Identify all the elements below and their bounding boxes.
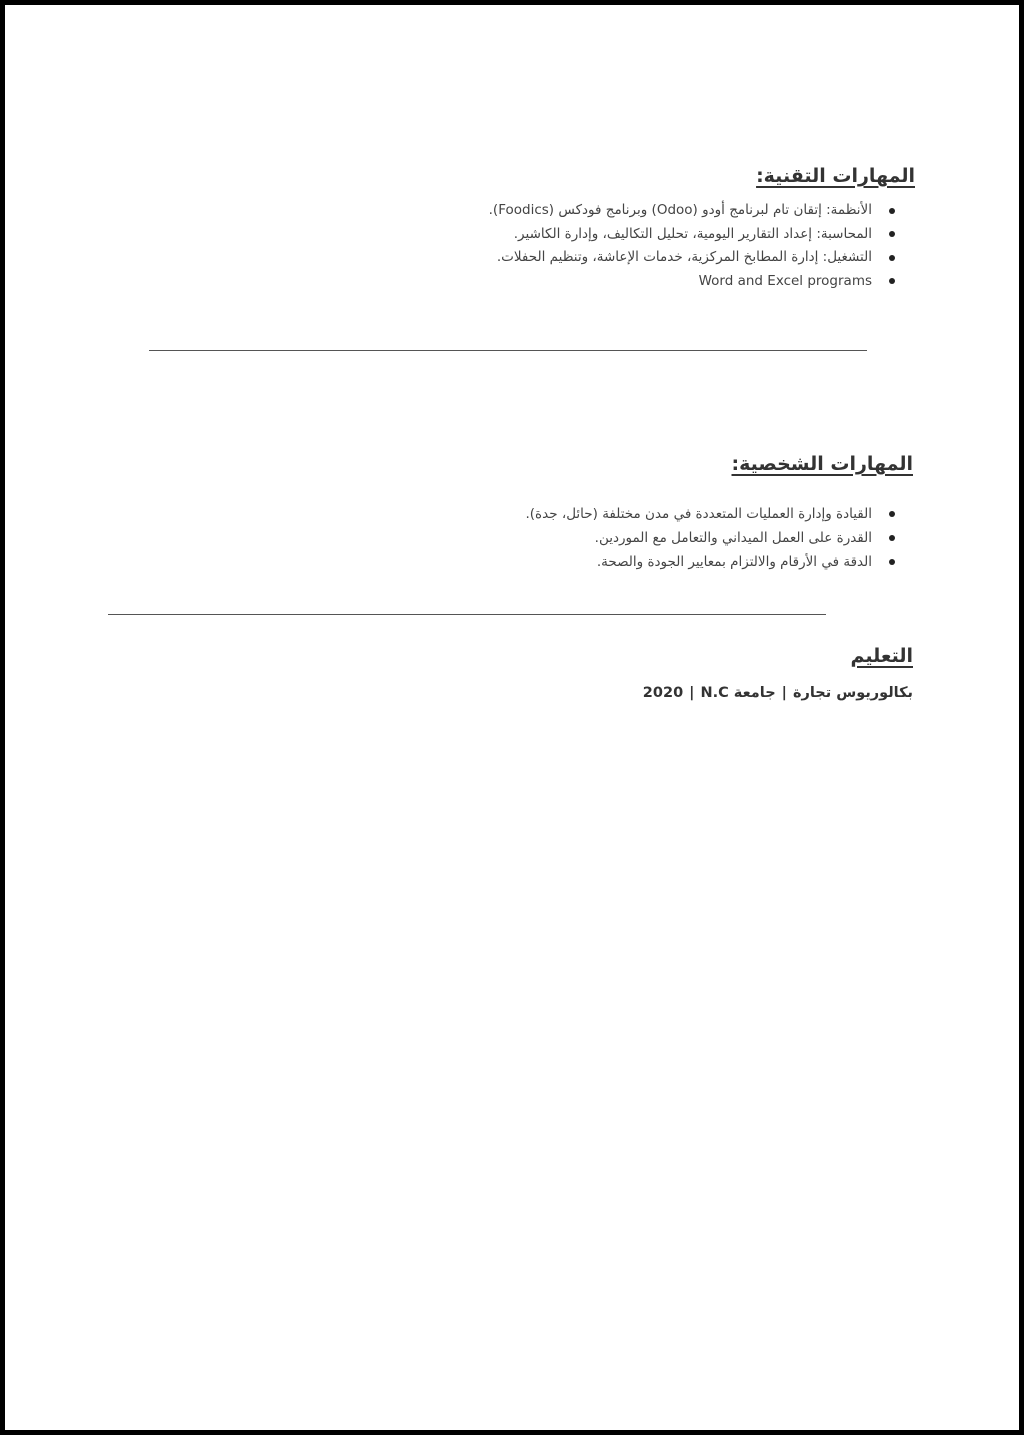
personal-skills-list [525, 502, 895, 574]
university-text: جامعة N.C [700, 685, 776, 701]
personal-skill-text: القدرة على العمل الميداني والتعامل مع الموردين. [594, 530, 872, 546]
bullet-icon [889, 255, 895, 261]
degree-text: بكالوريوس تجارة [792, 685, 913, 701]
list-item [489, 270, 895, 294]
list-item [489, 223, 895, 247]
separator: | [689, 685, 695, 701]
bullet-icon [889, 278, 895, 284]
technical-skill-text: الأنظمة: إتقان تام لبرنامج أودو (Odoo) وبرنامج فودكس (Foodics). [488, 202, 872, 218]
personal-skill-text: الدقة في الأرقام والالتزام بمعايير الجودة والصحة. [596, 554, 872, 570]
section-divider [149, 350, 867, 351]
separator: | [781, 685, 787, 701]
technical-skill-text: Word and Excel programs [698, 272, 872, 289]
list-item [525, 502, 895, 526]
list-item [525, 550, 895, 574]
bullet-icon [889, 535, 895, 541]
bullet-icon [889, 511, 895, 517]
technical-skill-text: المحاسبة: إعداد التقارير اليومية، تحليل التكاليف، وإدارة الكاشير. [513, 225, 872, 242]
bullet-icon [889, 208, 895, 214]
personal-skills-title: المهارات الشخصية: [731, 453, 913, 475]
education-title: التعليم [850, 645, 913, 667]
education-entry [643, 685, 913, 701]
bullet-icon [889, 231, 895, 237]
technical-skills-list [489, 199, 895, 293]
list-item [489, 199, 895, 223]
technical-skill-text: التشغيل: إدارة المطابخ المركزية، خدمات الإعاشة، وتنظيم الحفلات. [496, 249, 872, 265]
list-item [489, 246, 895, 270]
personal-skill-text: القيادة وإدارة العمليات المتعددة في مدن مختلفة (حائل، جدة). [525, 506, 872, 522]
technical-skills-title: المهارات التقنية: [756, 165, 915, 187]
bullet-icon [889, 559, 895, 565]
section-divider [108, 614, 826, 615]
graduation-year: 2020 [642, 685, 684, 701]
list-item [525, 526, 895, 550]
